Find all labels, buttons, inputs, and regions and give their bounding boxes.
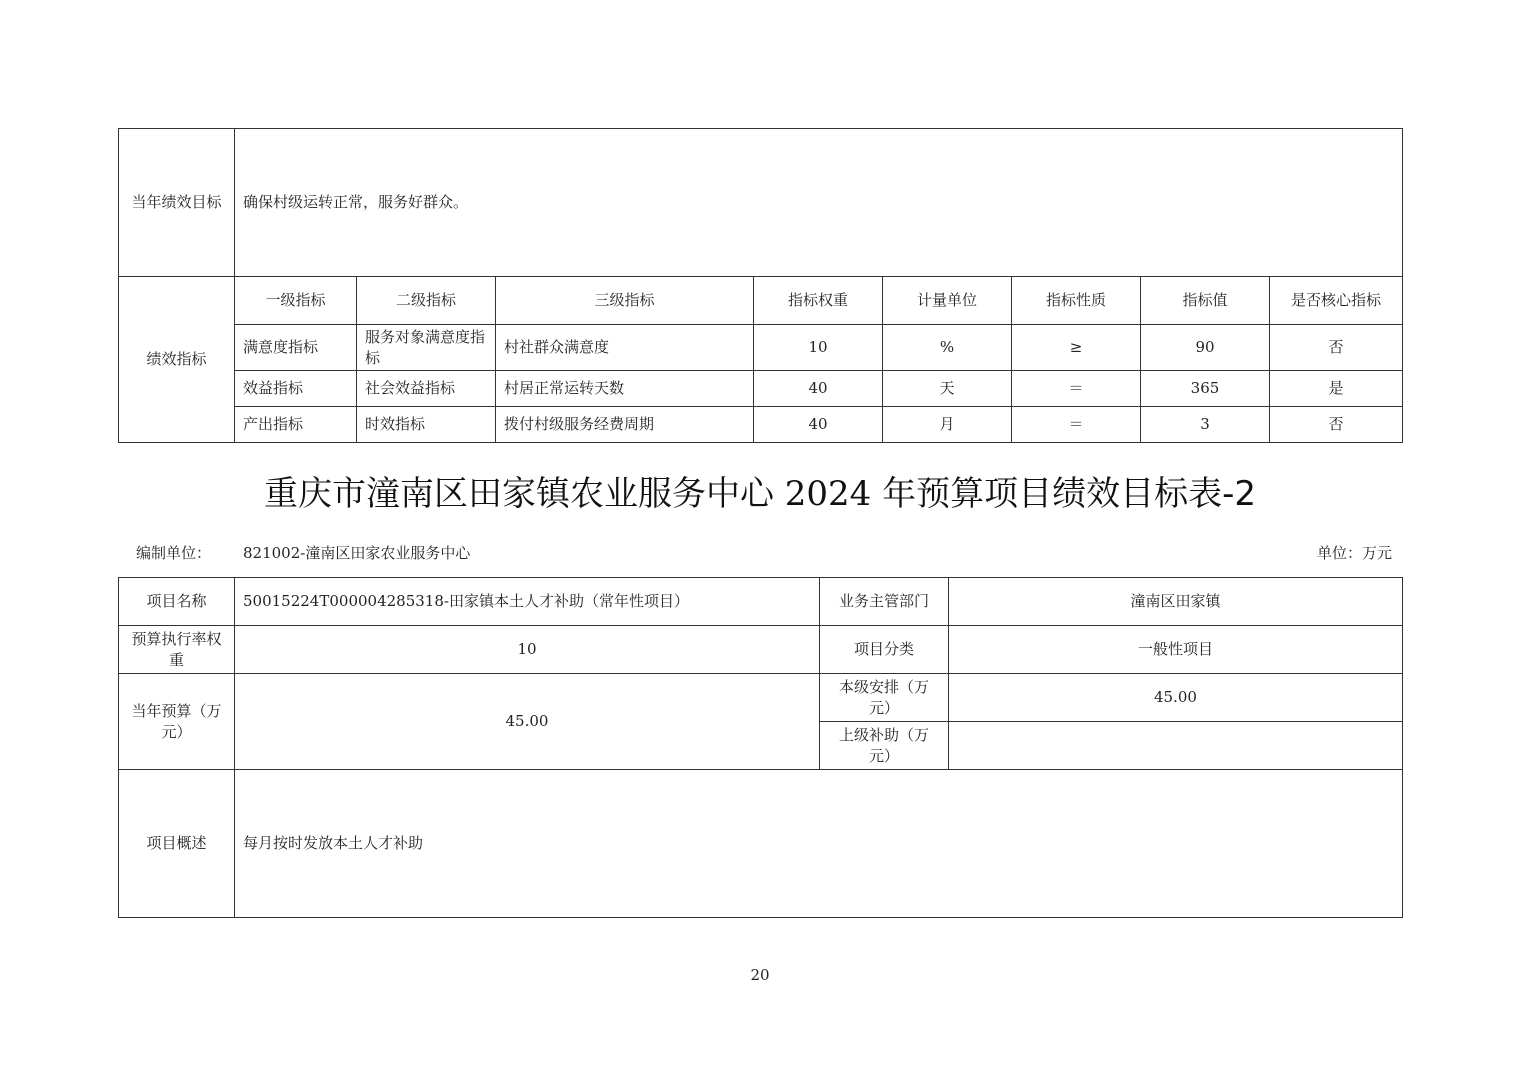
upper-value (949, 722, 1403, 770)
nature-cell: ≥ (1012, 325, 1141, 371)
budget-value: 45.00 (235, 674, 820, 770)
header-cell: 一级指标 (235, 277, 357, 325)
level3-cell: 拨付村级服务经费周期 (496, 407, 754, 443)
nature-cell: ＝ (1012, 371, 1141, 407)
table-row (119, 325, 1403, 371)
summary-label: 项目概述 (119, 770, 235, 918)
title-part1: 重庆市潼南区田家镇农业服务中心 (263, 474, 774, 514)
local-label: 本级安排（万元） (820, 674, 949, 722)
project-info-table (118, 577, 1403, 918)
header-cell: 二级指标 (357, 277, 496, 325)
weight-cell: 40 (754, 371, 883, 407)
project-name-label: 项目名称 (119, 578, 235, 626)
weight-cell: 40 (754, 407, 883, 443)
category-value: 一般性项目 (949, 626, 1403, 674)
value-cell: 365 (1141, 371, 1270, 407)
header-cell: 是否核心指标 (1270, 277, 1403, 325)
level3-cell: 村居正常运转天数 (496, 371, 754, 407)
annual-goal-label: 当年绩效目标 (119, 129, 235, 277)
org-value: 821002-潼南区田家农业服务中心 (243, 544, 471, 562)
performance-goal-table (118, 128, 1403, 443)
value-cell: 3 (1141, 407, 1270, 443)
unit-label: 单位：万元 (1316, 544, 1392, 562)
level3-cell: 村社群众满意度 (496, 325, 754, 371)
project-name-value: 50015224T000004285318-田家镇本土人才补助（常年性项目） (235, 578, 820, 626)
value-cell: 90 (1141, 325, 1270, 371)
unit-cell: 月 (883, 407, 1012, 443)
table-row (119, 371, 1403, 407)
header-cell: 指标权重 (754, 277, 883, 325)
annual-goal-text: 确保村级运转正常，服务好群众。 (235, 129, 1403, 277)
level1-cell: 满意度指标 (235, 325, 357, 371)
nature-cell: ＝ (1012, 407, 1141, 443)
category-label: 项目分类 (820, 626, 949, 674)
upper-label: 上级补助（万元） (820, 722, 949, 770)
core-cell: 否 (1270, 325, 1403, 371)
weight-cell: 10 (754, 325, 883, 371)
unit-cell: 天 (883, 371, 1012, 407)
indicators-label: 绩效指标 (119, 277, 235, 443)
dept-label: 业务主管部门 (820, 578, 949, 626)
unit-cell: % (883, 325, 1012, 371)
budget-label: 当年预算（万元） (119, 674, 235, 770)
page-number: 20 (750, 966, 770, 984)
level1-cell: 效益指标 (235, 371, 357, 407)
level2-cell: 社会效益指标 (357, 371, 496, 407)
core-cell: 否 (1270, 407, 1403, 443)
header-cell: 指标性质 (1012, 277, 1141, 325)
core-cell: 是 (1270, 371, 1403, 407)
table-row (119, 407, 1403, 443)
title-part2: 年预算项目绩效目标表-2 (882, 474, 1257, 514)
level2-cell: 服务对象满意度指标 (357, 325, 496, 371)
exec-rate-value: 10 (235, 626, 820, 674)
title-year: 2024 (784, 474, 872, 514)
level1-cell: 产出指标 (235, 407, 357, 443)
header-cell: 指标值 (1141, 277, 1270, 325)
exec-rate-label: 预算执行率权重 (119, 626, 235, 674)
header-cell: 计量单位 (883, 277, 1012, 325)
page-title (0, 466, 1520, 515)
local-value: 45.00 (949, 674, 1403, 722)
org-label: 编制单位： (136, 544, 212, 562)
header-cell: 三级指标 (496, 277, 754, 325)
dept-value: 潼南区田家镇 (949, 578, 1403, 626)
summary-value: 每月按时发放本土人才补助 (235, 770, 1403, 918)
level2-cell: 时效指标 (357, 407, 496, 443)
